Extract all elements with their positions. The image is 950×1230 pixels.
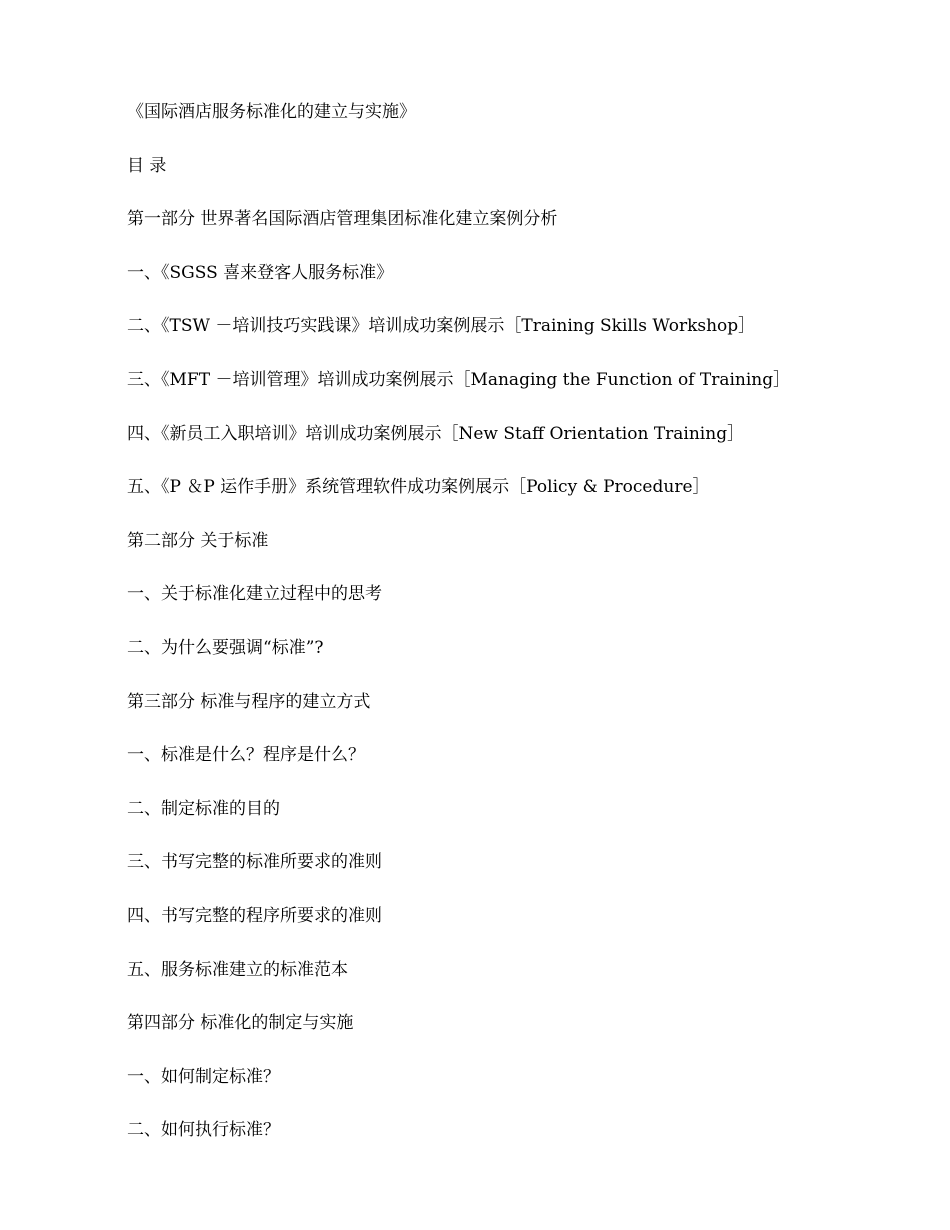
- part-4-heading: 第四部分 标准化的制定与实施: [127, 1013, 354, 1034]
- part-3-item-4: 四、书写完整的程序所要求的准则: [127, 905, 382, 926]
- part-1-item-3: 三、《MFT －培训管理》培训成功案例展示［Managing the Function of Training］: [127, 369, 791, 390]
- part-4-item-1: 一、如何制定标准？: [127, 1066, 280, 1087]
- part-3-item-3: 三、书写完整的标准所要求的准则: [127, 852, 382, 873]
- part-4-item-2: 二、如何执行标准？: [127, 1120, 280, 1141]
- part-3-item-1: 一、标准是什么？程序是什么？: [127, 745, 365, 766]
- part-3-item-5: 五、服务标准建立的标准范本: [127, 959, 348, 980]
- document-title: 《国际酒店服务标准化的建立与实施》: [127, 102, 416, 122]
- part-1-item-4: 四、《新员工入职培训》培训成功案例展示［New Staff Orientation Training］: [127, 423, 745, 444]
- part-1-item-2: 二、《TSW －培训技巧实践课》培训成功案例展示［Training Skills Workshop］: [127, 316, 756, 337]
- part-2-item-2: 二、为什么要强调“标准”?: [127, 637, 324, 658]
- part-1-item-1: 一、《SGSS 喜来登客人服务标准》: [127, 262, 394, 283]
- part-2-item-1: 一、关于标准化建立过程中的思考: [127, 584, 382, 605]
- part-3-heading: 第三部分 标准与程序的建立方式: [127, 691, 371, 712]
- table-of-contents: [127, 100, 887, 1172]
- part-1-item-5: 五、《P ＆P 运作手册》系统管理软件成功案例展示［Policy & Procedure］: [127, 477, 710, 498]
- toc-heading: 目 录: [127, 155, 167, 176]
- part-1-heading: 第一部分 世界著名国际酒店管理集团标准化建立案例分析: [127, 209, 558, 230]
- part-2-heading: 第二部分 关于标准: [127, 530, 269, 551]
- part-3-item-2: 二、制定标准的目的: [127, 798, 280, 819]
